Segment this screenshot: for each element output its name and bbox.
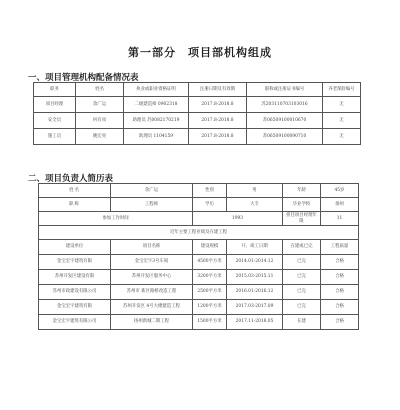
table-cell: 1500平方米 [193,315,227,330]
table-cell: 已完 [283,285,321,300]
table-cell: 苏州市 新区路桥改造工程 [111,285,193,300]
table-row [34,97,361,113]
info-row [39,212,359,226]
table-cell: 已完 [283,255,321,270]
table-row [34,113,361,129]
table-cell: 项目经理 [34,97,76,113]
work-start-label: 参加工作时间 [39,212,193,226]
table-cell: 安全员 [34,113,76,129]
management-staff-table [33,82,361,145]
table-cell: 2014.01-2014.12 [227,255,283,270]
table-cell: 苏06509100090710 [247,129,323,145]
table-row [39,255,359,270]
table-cell: 助理员 1104159 [124,129,189,145]
manager-years-label: 担任项目经理年限 [283,212,321,226]
table-row [39,300,359,315]
table-cell: 无 [323,97,361,113]
table-cell: 2015.03-2015.11 [227,270,283,285]
table-cell: 2017.8-2018.8 [189,97,247,113]
table-row [34,129,361,145]
table-cell: 金宝宏宇建筑有限 [39,300,111,315]
header-cell: 项目名称 [111,240,193,255]
table-cell: 2017.8-2018.8 [189,113,247,129]
subheading-row [39,226,359,240]
table-cell: 二级建造师 0902318 [124,97,189,113]
table-cell: 1200平方米 [193,300,227,315]
header-cell: 养老保险编号 [323,83,361,97]
table-row [39,315,359,330]
table-cell: 已完 [283,270,321,285]
header-cell: 职称或注册证书编号 [247,83,323,97]
section-heading-resume: 二、项目负责人简历表 [28,174,114,184]
age-value: 45岁 [321,184,359,198]
table-cell: 苏州市政建设有限公司 [39,285,111,300]
table-cell: 施工员 [34,129,76,145]
header-cell: 职务 [34,83,76,97]
section-heading-management: 一、项目管理机构配备情况表 [28,73,139,83]
table-header-row [39,240,359,255]
header-cell: 在建或已完 [283,240,321,255]
education-value: 大专 [227,198,283,212]
header-cell: 开、竣工日期 [227,240,283,255]
table-cell: 何有凤 [76,113,124,129]
age-label: 年龄 [283,184,321,198]
header-cell: 执业或职业资格证明 [124,83,189,97]
header-cell: 建设单位 [39,240,111,255]
project-manager-resume-table [38,183,359,330]
table-cell: 苏州开发区建设有限 [39,270,111,285]
table-cell: 苏06509100010670 [247,113,323,129]
table-cell: 合格 [321,300,359,315]
table-cell: 2017.11-2018.05 [227,315,283,330]
title-value: 工程师 [111,198,193,212]
info-row [39,198,359,212]
table-cell: 无 [323,129,361,145]
table-cell: 2017.03-2017.09 [227,300,283,315]
table-row [39,270,359,285]
table-cell: 苏州开发区服务中心 [111,270,193,285]
table-cell: 余广运 [76,97,124,113]
table-cell: 已完 [283,300,321,315]
table-cell: 无 [323,113,361,129]
table-cell: 扬州新城二期工程 [111,315,193,330]
table-cell: 2016.01-2016.12 [227,285,283,300]
table-cell: 助理员 苏0082170219 [124,113,189,129]
graduation-value: 扬州 [321,198,359,212]
table-cell: 2017.8-2018.8 [189,129,247,145]
header-cell: 注册日期及有效期 [189,83,247,97]
name-label: 姓名 [39,184,111,198]
table-cell: 合格 [321,270,359,285]
page-title: 第一部分 项目部机构组成 [128,46,272,59]
table-cell: 姚宏亮 [76,129,124,145]
table-cell: 苏州开发区 4号大楼建造工程 [111,300,193,315]
header-cell: 姓名 [76,83,124,97]
table-cell: 2500平方米 [193,285,227,300]
table-cell: 金宝宏宇3号车间 [111,255,193,270]
table-header-row [34,83,361,97]
header-cell: 工程质量 [321,240,359,255]
table-cell: 苏203110703103016 [247,97,323,113]
gender-label: 性别 [193,184,227,198]
table-cell: 合格 [321,255,359,270]
gender-value: 男 [227,184,283,198]
work-start-value: 1993 [193,212,283,226]
info-row [39,184,359,198]
education-label: 学历 [193,198,227,212]
header-cell: 建设规模 [193,240,227,255]
title-label: 职称 [39,198,111,212]
graduation-label: 毕业学校 [283,198,321,212]
work-history-subheading: 近年主要工程业绩及在建工程 [39,226,359,240]
table-cell: 4500平方米 [193,255,227,270]
table-cell: 金宝宏宇建筑有限 [39,255,111,270]
table-cell: 金宝宏宇建筑有限公司 [39,315,111,330]
table-row [39,285,359,300]
table-cell: 合格 [321,285,359,300]
name-value: 余广运 [111,184,193,198]
table-cell: 合格 [321,315,359,330]
table-cell: 3200平方米 [193,270,227,285]
table-cell: 在建 [283,315,321,330]
manager-years-value: 11 [321,212,359,226]
